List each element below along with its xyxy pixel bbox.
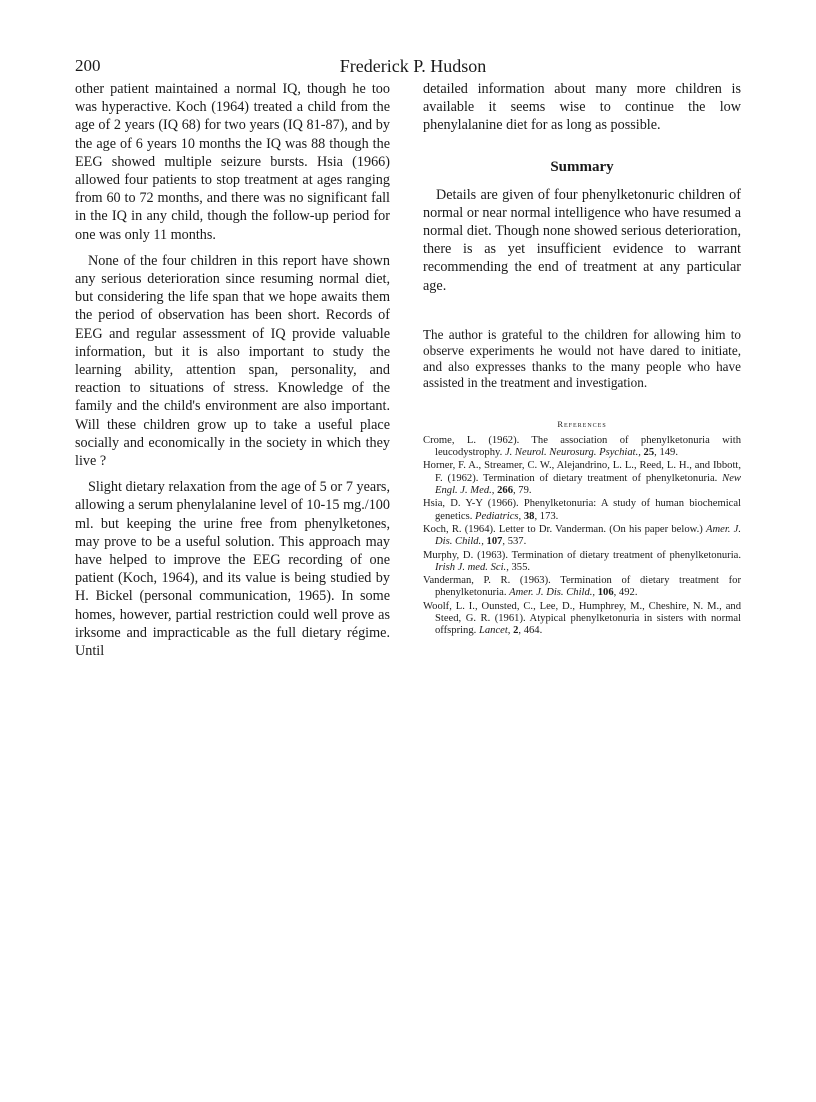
references-heading: References <box>557 418 607 429</box>
acknowledgement: The author is grateful to the children for allowing him to observe experiments he would not have dared to initiate, and also expresses thanks to the many people who have assisted in the treatment and investigation. <box>423 326 741 390</box>
body-paragraph: None of the four children in this report have shown any serious deterioration since resuming normal diet, but considering the life span that we hope awaits them the period of observation has been short. Records of EEG and regular assessment of IQ provide valuable information, but it is also important to study the learning ability, attention span, personality, and reaction to situations of stress. Knowledge of the family and the child's environment are also important. Will these children grow up to take a useful place socially and economically in the society in which they live ? <box>75 252 390 470</box>
summary-heading: Summary <box>550 158 614 175</box>
reference-item: Hsia, D. Y-Y (1966). Phenylketonuria: A study of human biochemical genetics. Pediatrics, 38, 173. <box>423 498 741 522</box>
reference-item: Koch, R. (1964). Letter to Dr. Vanderman. (On his paper below.) Amer. J. Dis. Child., 107, 537. <box>423 523 742 548</box>
page-number: 200 <box>75 56 101 75</box>
reference-item: Crome, L. (1962). The association of phenylketonuria with leucodystrophy. J. Neurol. Neurosurg. Psychiat., 25, 149. <box>423 434 741 459</box>
right-column <box>423 80 741 639</box>
reference-item: Woolf, L. I., Ounsted, C., Lee, D., Humphrey, M., Cheshire, N. M., and Steed, G. R. (1961). Atypical phenylketonuria in sisters with normal offspring. Lancet, 2, 464. <box>423 600 741 637</box>
reference-item: Vanderman, P. R. (1963). Termination of dietary treatment for phenylketonuria. Amer. J. Dis. Child., 106, 492. <box>423 575 741 599</box>
summary-paragraph: Details are given of four phenylketonuric children of normal or near normal intelligence who have resumed a normal diet. Though none showed serious deterioration, there is as yet insufficient evidence to warrant recommending the end of treatment at any particular age. <box>423 186 741 294</box>
reference-item: Murphy, D. (1963). Termination of dietary treatment of phenylketonuria. Irish J. med. Sci., 355. <box>423 549 741 573</box>
running-head: Frederick P. Hudson <box>339 56 487 76</box>
page-header <box>75 56 751 80</box>
continuation-paragraph: detailed information about many more children is available it seems wise to continue the low phenylalanine diet for as long as possible. <box>423 81 741 134</box>
reference-item: Horner, F. A., Streamer, C. W., Alejandrino, L. L., Reed, L. H., and Ibbott, F. (1962). Termination of dietary treatment of phenylketonuria. New Engl. J. Med., 266, 79. <box>423 460 741 497</box>
left-column <box>75 80 390 668</box>
body-paragraph: Slight dietary relaxation from the age of 5 or 7 years, allowing a serum phenylalanine level of 10-15 mg./100 ml. but keeping the urine free from phenylketones, may prove to be a useful solution. This approach may have helped to improve the EEG recording of one patient (Koch, 1964), and its value is being studied by H. Bickel (personal communication, 1965). In some homes, however, partial restriction could well prove as irksome and impracticable as the full dietary régime. Until <box>75 479 390 660</box>
reference-list <box>423 435 741 638</box>
body-paragraph: other patient maintained a normal IQ, though he too was hyperactive. Koch (1964) treated a child from the age of 2 years (IQ 68) for two years (IQ 81-87), and by the age of 6 years 10 months the IQ was 88 though the EEG showed multiple seizure bursts. Hsia (1966) allowed four patients to stop treatment at ages ranging from 60 to 72 months, and there was no significant fall in the IQ in any child, though the follow-up period for one was only 11 months. <box>75 81 390 243</box>
